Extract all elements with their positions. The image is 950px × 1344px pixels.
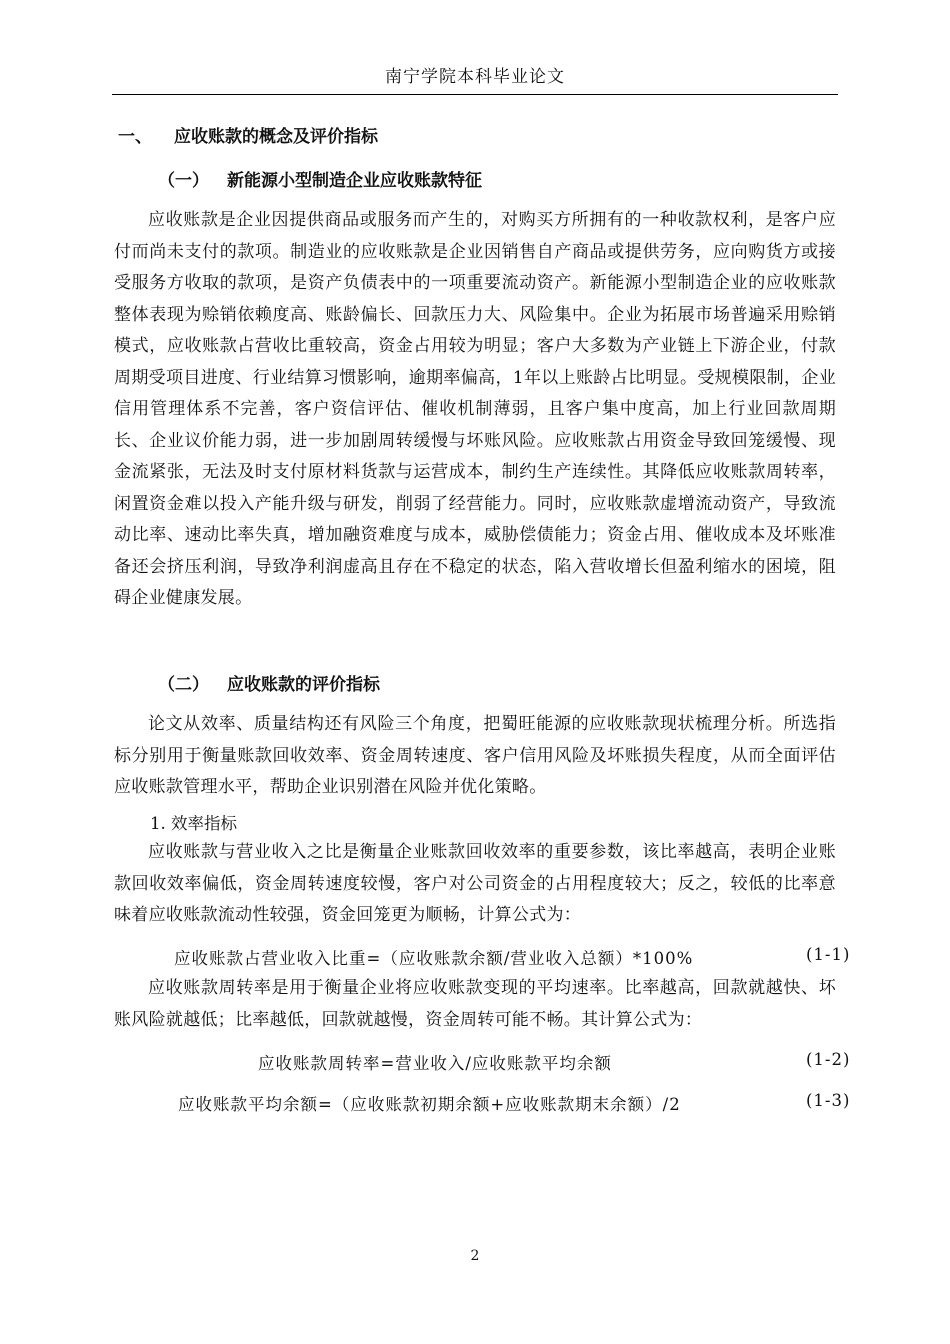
section-heading [118,122,378,147]
formula-2: 应收账款周转率=营业收入/应收账款平均余额 [258,1054,612,1073]
section-number: 一、 [118,127,152,147]
page-header: 南宁学院本科毕业论文 [112,62,838,95]
subsection-title: 新能源小型制造企业应收账款特征 [227,171,482,191]
subsection-number: （二） [158,675,209,695]
subsection-title: 应收账款的评价指标 [227,675,380,695]
paragraph-receivables-characteristics: 应收账款是企业因提供商品或服务而产生的，对购买方所拥有的一种收款权利，是客户应付而尚未支付的款项。制造业的应收账款是企业因销售自产商品或提供劳务，应向购货方或接受服务方收取的款项，是资产负债表中的一项重要流动资产。新能源小型制造企业的应收账款整体表现为赊销依赖度高、账龄偏长、回款压力大、风险集中。企业为拓展市场普遍采用赊销模式，应收账款占营收比重较高，资金占用较为明显；客户大多数为产业链上下游企业，付款周期受项目进度、行业结算习惯影响，逾期率偏高，1年以上账龄占比明显。受规模限制，企业信用管理体系不完善，客户资信评估、催收机制薄弱，且客户集中度高，加上行业回款周期长、企业议价能力弱，进一步加剧周转缓慢与坏账风险。应收账款占用资金导致回笼缓慢、现金流紧张，无法及时支付原材料货款与运营成本，制约生产连续性。其降低应收账款周转率，闲置资金难以投入产能升级与研发，削弱了经营能力。同时，应收账款虚增流动资产，导致流动比率、速动比率失真，增加融资难度与成本，威胁偿债能力；资金占用、催收成本及坏账准备还会挤压利润，导致净利润虚高且存在不稳定的状态，陷入营收增长但盈利缩水的困境，阻碍企业健康发展。 [114,210,836,608]
paragraph-efficiency-ratio: 应收账款与营业收入之比是衡量企业账款回收效率的重要参数，该比率越高，表明企业账款回收效率偏低，资金周转速度较慢，客户对公司资金的占用程度较大；反之，较低的比率意味着应收账款流动性较强，资金回笼更为顺畅，计算公式为： [114,842,836,925]
paragraph-evaluation-indicators: 论文从效率、质量结构还有风险三个角度，把蜀旺能源的应收账款现状梳理分析。所选指标分别用于衡量账款回收效率、资金周转速度、客户信用风险及坏账损失程度，从而全面评估应收账款管理水平，帮助企业识别潜在风险并优化策略。 [114,714,836,797]
formula-1: 应收账款占营业收入比重=（应收账款余额/营业收入总额）*100% [174,949,694,968]
equation-number-2: (1-2) [806,1050,851,1069]
equation-number-3: (1-3) [806,1091,851,1110]
page-number: 2 [470,1248,480,1264]
subsection-heading-1 [158,166,482,191]
paragraph-turnover-ratio: 应收账款周转率是用于衡量企业将应收账款变现的平均速率。比率越高，回款就越快、坏账风险就越低；比率越低，回款就越慢，资金周转可能不畅。其计算公式为： [114,978,836,1030]
subsection-number: （一） [158,171,209,191]
list-item-heading: 1. 效率指标 [150,814,237,833]
formula-3: 应收账款平均余额=（应收账款初期余额+应收账款期末余额）/2 [178,1095,681,1114]
section-title: 应收账款的概念及评价指标 [174,127,378,147]
subsection-heading-2 [158,670,380,695]
equation-number-1: (1-1) [806,945,851,964]
